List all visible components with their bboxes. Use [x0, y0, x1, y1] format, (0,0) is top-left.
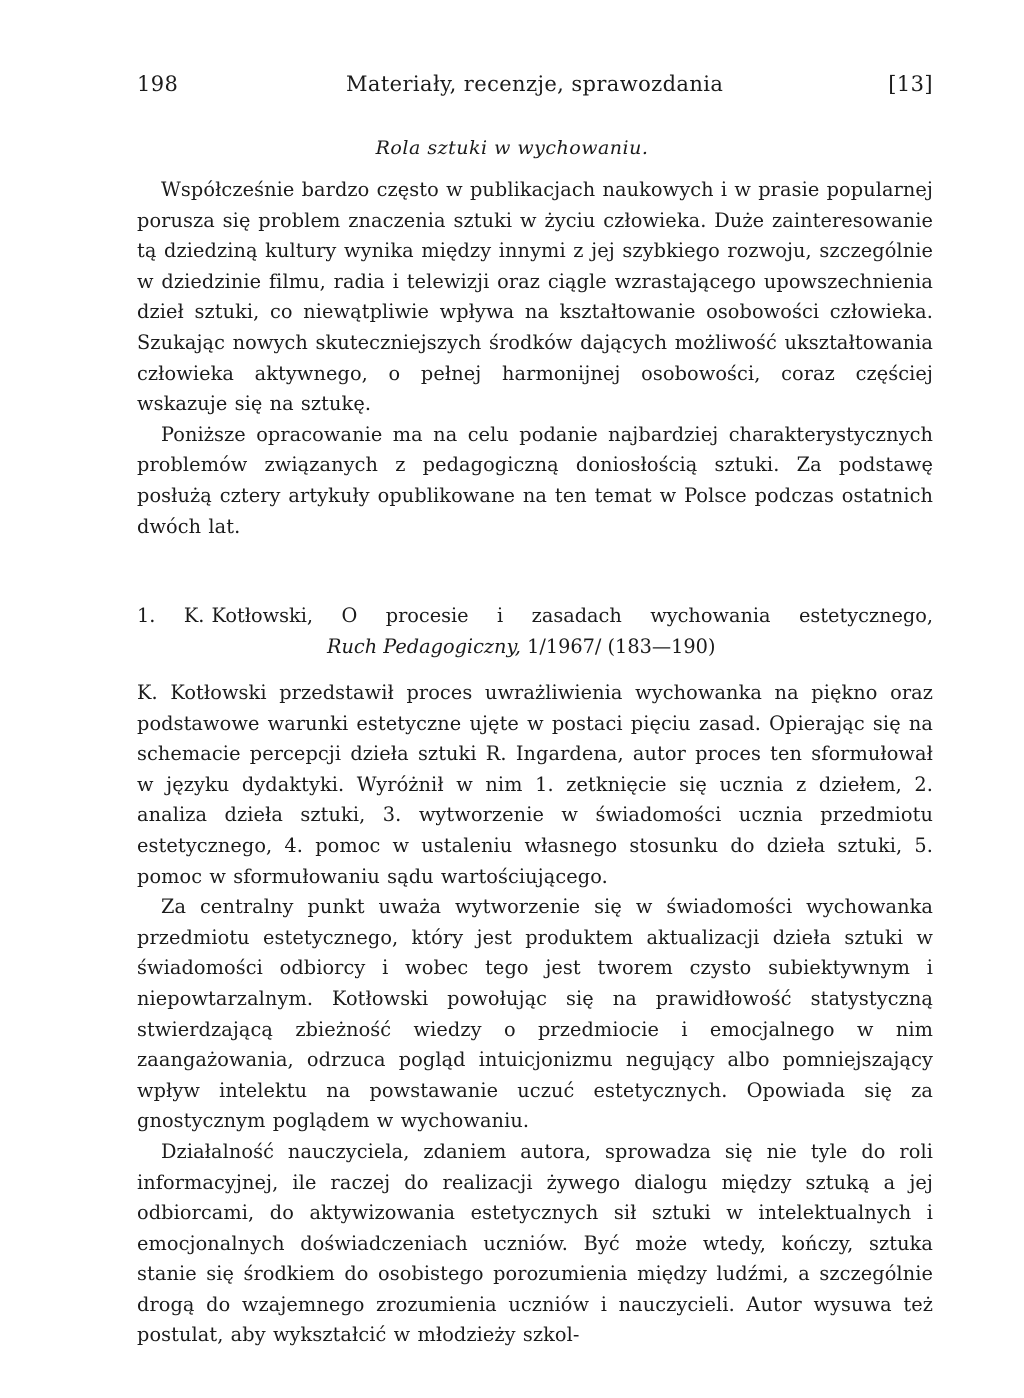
reference-journal: Ruch Pedagogiczny,	[327, 634, 521, 658]
intro-paragraph-1: Współcześnie bardzo często w publikacjach naukowych i w prasie popularnej porusza się problem znaczenia sztuki w życiu człowieka. Duże zainteresowanie tą dziedziną kultury wynika między innymi z jej szybkiego rozwoju, szczególnie w dziedzinie filmu, radia i telewizji oraz ciągle wzrastającego upowszechnienia dzieł sztuki, co niewątpliwie wpływa na kształtowanie osobowości człowieka. Szukając nowych skuteczniejszych środków dających możliwość ukształtowania człowieka aktywnego, o pełnej harmonijnej osobowości, coraz częściej wskazuje się na sztukę.	[137, 178, 933, 416]
reference-title-word: zasadach	[531, 604, 622, 627]
reference-title-word: estetycznego,	[799, 604, 933, 627]
reference-line-1	[137, 601, 933, 632]
body-paragraph-3: Działalność nauczyciela, zdaniem autora, sprowadza się nie tyle do roli informacyjnej, ile raczej do realizacji żywego dialogu między sztuką a jej odbiorcami, do aktywizowania estetycznych sił sztuki w intelektualnych i emocjonalnych doświadczeniach uczniów. Być może wtedy, kończy, sztuka stanie się środkiem do osobistego porozumienia między ludźmi, a szczególnie drogą do wzajemnego zrozumienia uczniów i nauczycieli. Autor wysuwa też postulat, aby wykształcić w młodzieży szkol-	[137, 1139, 933, 1347]
reference-author: K. Kotłowski,	[183, 604, 314, 627]
reference-title-word: wychowania	[650, 604, 771, 627]
section-number: [13]	[888, 72, 933, 96]
running-header	[137, 72, 933, 106]
bibliographic-reference	[137, 601, 933, 662]
reference-title-word: i	[497, 604, 504, 627]
section-title: Rola sztuki w wychowaniu.	[375, 137, 649, 159]
body-paragraph-2: Za centralny punkt uważa wytworzenie się w świadomości wychowanka przedmiotu estetycznego, który jest produktem aktualizacji dzieła sztuki w świadomości odbiorcy i wobec tego jest tworem czysto subiektywnym i niepowtarzalnym. Kotłowski powołując się na prawidłowość statystyczną stwierdzającą zbieżność wiedzy o przedmiocie i emocjalnego w nim zaangażowania, odrzuca pogląd intuicjonizmu negujący albo pomniejszający wpływ intelektu na powstawanie uczuć estetycznych. Opowiada się za gnostycznym poglądem w wychowaniu.	[137, 895, 933, 1133]
reference-issue: 1/1967/ (183—190)	[527, 634, 716, 658]
reference-title-word: O	[341, 604, 358, 627]
intro-text	[137, 175, 933, 542]
reference-title-word: procesie	[385, 604, 469, 627]
reference-number: 1.	[137, 604, 156, 627]
review-text	[137, 678, 933, 1351]
reference-line-2	[137, 632, 933, 663]
running-title: Materiały, recenzje, sprawozdania	[346, 72, 724, 96]
page-number: 198	[137, 72, 179, 96]
intro-paragraph-2: Poniższe opracowanie ma na celu podanie najbardziej charakterystycznych problemów związanych z pedagogiczną doniosłością sztuki. Za podstawę posłużą cztery artykuły opublikowane na ten temat w Polsce podczas ostatnich dwóch lat.	[137, 422, 933, 538]
body-paragraph-1: K. Kotłowski przedstawił proces uwrażliwienia wychowanka na piękno oraz podstawowe warunki estetyczne ujęte w postaci pięciu zasad. Opierając się na schemacie percepcji dzieła sztuki R. Ingardena, autor proces ten sformułował w języku dydaktyki. Wyróżnił w nim 1. zetknięcie się ucznia z dziełem, 2. analiza dzieła sztuki, 3. wytworzenie w świadomości ucznia przedmiotu estetycznego, 4. pomoc w ustaleniu własnego stosunku do dzieła sztuki, 5. pomoc w sformułowaniu sądu wartościującego.	[137, 681, 933, 888]
